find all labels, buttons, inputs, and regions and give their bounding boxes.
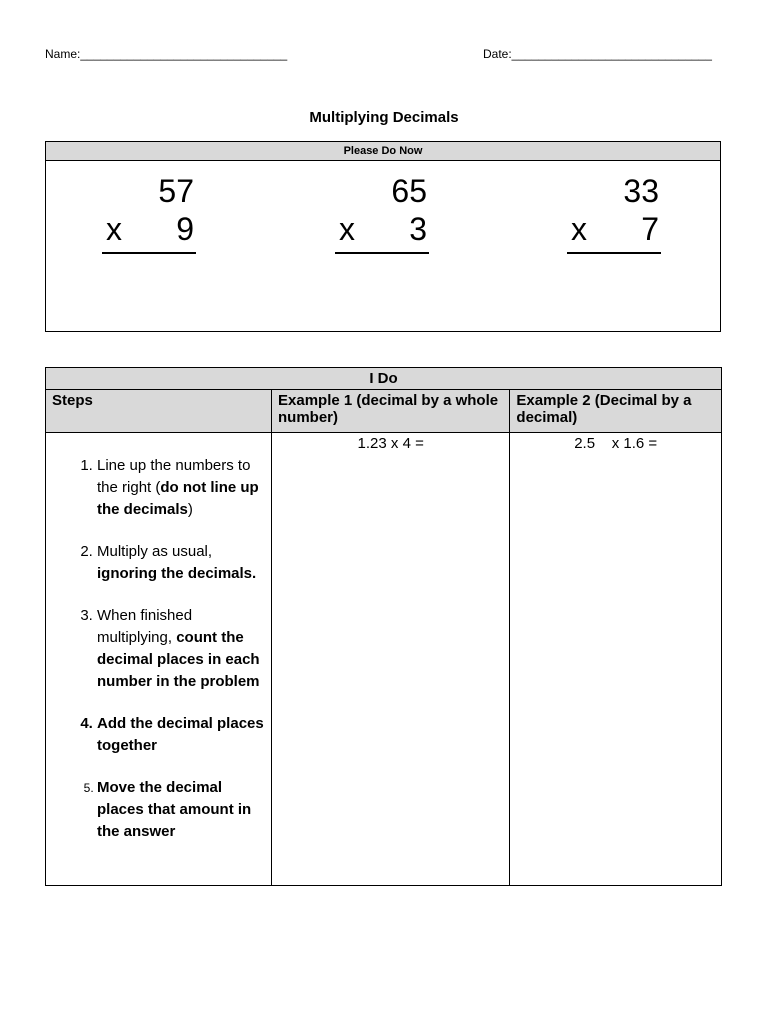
problem-top-number: 57 (158, 173, 194, 209)
do-now-heading: Please Do Now (46, 142, 720, 161)
steps-list (52, 455, 265, 843)
answer-line (335, 252, 429, 254)
step-item (97, 541, 265, 585)
example-2-cell (510, 433, 722, 886)
i-do-title: I Do (46, 368, 722, 390)
step-item (97, 455, 265, 521)
step-emphasis: Move the decimal places that amount in the answer (97, 779, 252, 840)
example-1-cell (272, 433, 510, 886)
i-do-table (45, 367, 722, 886)
column-header-steps: Steps (46, 390, 272, 433)
do-now-problem-1 (98, 172, 208, 254)
step-text: Line up the numbers to the right ( (97, 457, 251, 496)
column-header-example-2: Example 2 (Decimal by a decimal) (510, 390, 722, 433)
problem-top-number: 65 (391, 173, 427, 209)
problem-bottom-number: 7 (641, 211, 659, 247)
problem-bottom-number: 3 (409, 211, 427, 247)
step-item (97, 605, 265, 693)
example-2-problem: 2.5 x 1.6 = (574, 435, 658, 452)
multiply-sign: x (339, 211, 355, 247)
step-text: When finished multiplying, (97, 607, 193, 646)
problem-top-number: 33 (623, 173, 659, 209)
step-emphasis: ignoring the decimals. (97, 565, 257, 582)
problem-bottom-number: 9 (176, 211, 194, 247)
step-emphasis: do not line up the decimals (97, 479, 259, 518)
answer-line (567, 252, 661, 254)
step-item (97, 777, 265, 843)
step-emphasis: count the decimal places in each number in the problem (97, 629, 260, 690)
step-item (97, 713, 265, 757)
example-1-problem: 1.23 x 4 = (357, 435, 424, 452)
step-emphasis: Add the decimal places together (97, 715, 264, 754)
page-title: Multiplying Decimals (309, 109, 459, 126)
name-field-label: Name:_______________________________ (45, 47, 288, 61)
do-now-box (45, 141, 721, 332)
multiply-sign: x (106, 211, 122, 247)
step-text: Multiply as usual, (97, 543, 213, 560)
steps-cell (46, 433, 272, 886)
do-now-problem-3 (563, 172, 673, 254)
do-now-problem-2 (331, 172, 441, 254)
step-text: ) (187, 501, 193, 518)
date-field-label: Date:______________________________ (483, 47, 712, 61)
column-header-example-1: Example 1 (decimal by a whole number) (272, 390, 510, 433)
answer-line (102, 252, 196, 254)
multiply-sign: x (571, 211, 587, 247)
